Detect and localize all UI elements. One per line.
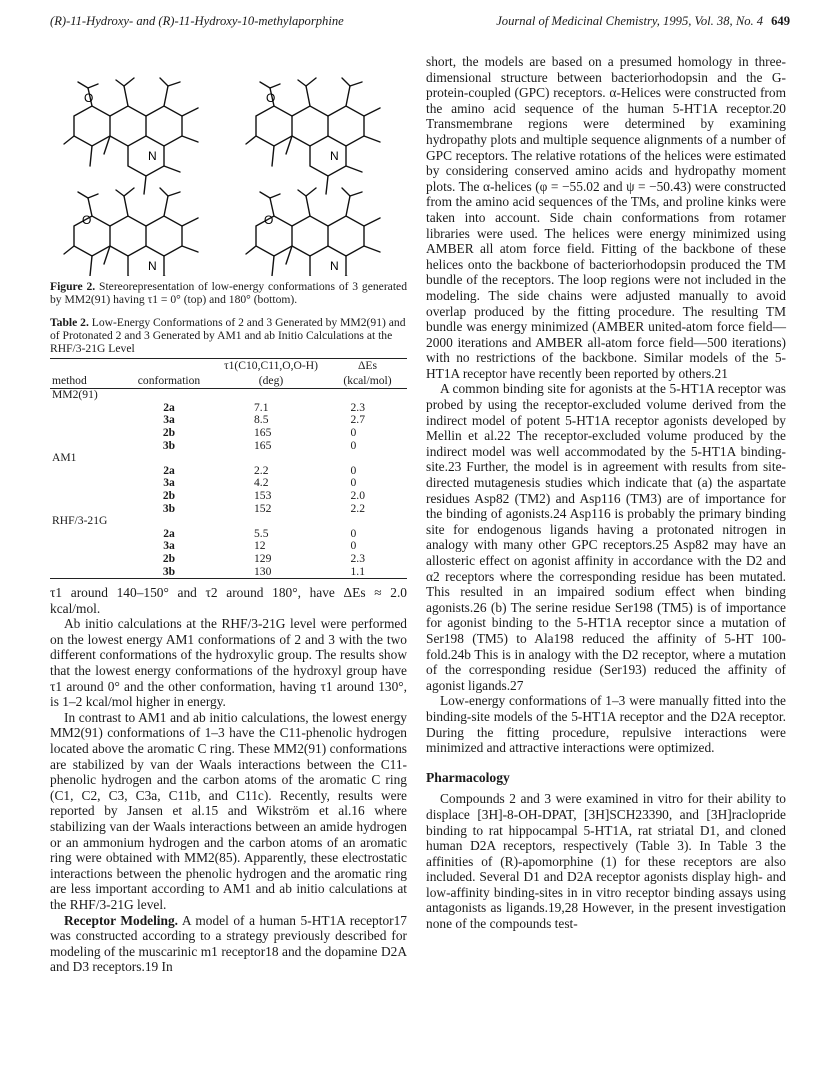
tau-cell-value: 165 [254, 425, 272, 439]
empty-cell [50, 528, 124, 541]
figure-caption-text: Stereorepresentation of low-energy conformations of 3 generated by MM2(91) having τ1 = 0° (top) and 180° (bottom). [50, 280, 407, 306]
tau-cell-value: 7.1 [254, 400, 269, 414]
tau-cell-value: 129 [254, 551, 272, 565]
energy-cell-value: 0 [350, 539, 357, 553]
empty-cell [50, 402, 124, 415]
energy-cell-value: 0 [350, 526, 357, 540]
right-column [426, 54, 786, 932]
energy-cell-value: 2.0 [350, 488, 365, 502]
tau-cell [214, 503, 328, 516]
oxygen-atom-label: O [264, 213, 274, 227]
empty-cell [50, 414, 124, 427]
conformation-cell: 3b [124, 566, 214, 579]
empty-cell [50, 553, 124, 566]
table-body [50, 389, 407, 579]
conformation-cell: 2a [163, 526, 175, 540]
paragraph: τ1 around 140–150° and τ2 around 180°, have ΔEs ≈ 2.0 kcal/mol. [50, 585, 407, 616]
conformation-cell: 2a [163, 463, 175, 477]
tau-cell-value: 12 [254, 539, 266, 553]
empty-cell [50, 477, 124, 490]
method-group-row [50, 515, 407, 528]
energy-cell-value: 0 [350, 463, 357, 477]
empty-cell [50, 540, 124, 553]
nitrogen-atom-label: N [148, 149, 157, 163]
method-cell: AM1 [52, 451, 77, 465]
de-header-line2: (kcal/mol) [328, 374, 407, 389]
figure-caption [50, 280, 407, 306]
tau-cell-value: 5.5 [254, 526, 269, 540]
conformation-cell: 3a [163, 539, 175, 553]
energy-cell-value: 2.7 [350, 413, 365, 427]
oxygen-atom-label: O [84, 91, 94, 105]
tau-cell-value: 153 [254, 488, 272, 502]
table-row [50, 490, 407, 503]
tau-cell [214, 540, 328, 553]
tau-cell [214, 465, 328, 478]
empty-cell [50, 566, 124, 579]
header-journal [496, 14, 790, 29]
conformation-cell: 2b [162, 488, 176, 502]
energy-cell [328, 402, 407, 415]
running-header [50, 14, 790, 32]
energy-cell-value: 1.1 [350, 564, 365, 578]
table-caption-text: Low-Energy Conformations of 2 and 3 Generated by MM2(91) and of Protonated 2 and 3 Generated by AM1 and ab Initio Calculations at the RHF/3-21G Level [50, 316, 406, 355]
left-column [50, 54, 407, 975]
energy-cell [328, 503, 407, 516]
energy-cell [328, 566, 407, 579]
tau-cell [214, 440, 328, 453]
nitrogen-atom-label: N [330, 259, 339, 273]
tau-header-line1: τ1(C10,C11,O,O-H) [214, 359, 328, 374]
header-title: (R)-11-Hydroxy- and (R)-11-Hydroxy-10-methylaporphine [50, 14, 344, 28]
paragraph: Compounds 2 and 3 were examined in vitro for their ability to displace [3H]-8-OH-DPAT, [3H]SCH23390, and [3H]raclopride binding to rat hippocampal 5-HT1A, rat striatal D1, and cloned human D2A receptors, respectively (Table 3). In Table 3 the affinities of (R)-apomorphine (1) for these receptors are also included. Several D1 and D2A receptor agonists display high- and low-affinity binding-sites in in vitro receptor binding assays using antagonists as ligands.19,28 However, in the present investigation none of the compounds test- [426, 791, 786, 932]
empty-cell [50, 465, 124, 478]
method-cell: RHF/3-21G [52, 514, 108, 528]
tau-cell [214, 490, 328, 503]
energy-cell-value: 0 [350, 425, 357, 439]
energy-cell-value: 2.2 [350, 501, 365, 515]
figure-2-stereo-structures [50, 54, 407, 276]
de-header-line1: ΔEs [328, 359, 407, 374]
table-row [50, 440, 407, 453]
conformation-cell: 2b [162, 425, 176, 439]
energy-cell [328, 490, 407, 503]
conformation-header: conformation [124, 374, 214, 389]
energy-cell [328, 465, 407, 478]
page-number: 649 [771, 14, 790, 28]
section-heading: Pharmacology [426, 769, 510, 785]
method-group-row [50, 452, 407, 465]
tau-cell [214, 414, 328, 427]
tau-cell-value: 2.2 [254, 463, 269, 477]
paragraph [50, 913, 407, 975]
table-row [50, 427, 407, 440]
tau-cell-value: 4.2 [254, 476, 269, 490]
conformation-cell: 3b [162, 501, 176, 515]
energy-cell-value: 0 [350, 438, 357, 452]
nitrogen-atom-label: N [330, 149, 339, 163]
energy-cell-value: 0 [350, 476, 357, 490]
method-header: method [50, 374, 124, 389]
conformation-cell: 2b [162, 551, 176, 565]
energy-cell [328, 427, 407, 440]
conformation-cell: 3a [163, 476, 175, 490]
energy-cell [328, 477, 407, 490]
paragraph: In contrast to AM1 and ab initio calculations, the lowest energy MM2(91) conformations of 1–3 have the C11-phenolic hydrogen located above the aromatic C ring. These MM2(91) conformations are stabilized by van der Waals interactions between the C11-phenolic hydrogen and the carbon atoms of the aromatic C ring (C1, C2, C3, C3a, C11b, and C11c). Recently, results were reported by Jansen et al.15 and Wikström et al.16 where stabilizing van der Waals interactions between an amide hydrogen or an ammonium hydrogen and the carbon atoms of an aromatic ring were obtained with MM2(85). Apparently, these electrostatic interactions between the phenolic hydrogen and the aromatic ring are less important according to AM1 and ab initio calculations at the RHF/3-21G level. [50, 709, 407, 912]
table-row [50, 566, 407, 579]
conformation-energy-table [50, 358, 407, 579]
table-caption-label: Table 2. [50, 316, 89, 329]
oxygen-atom-label: O [82, 213, 92, 227]
tau-cell [214, 427, 328, 440]
energy-cell-value: 2.3 [350, 400, 365, 414]
table-row [50, 553, 407, 566]
run-in-heading: Receptor Modeling. [64, 912, 179, 928]
figure-caption-label: Figure 2. [50, 280, 96, 293]
energy-cell [328, 553, 407, 566]
tau-cell-value: 130 [254, 564, 272, 578]
energy-cell-value: 2.3 [350, 551, 365, 565]
table-caption [50, 316, 407, 355]
journal-citation: Journal of Medicinal Chemistry, 1995, Vol. 38, No. 4 [496, 14, 764, 28]
tau-header-line2: (deg) [214, 374, 328, 389]
paragraph: A common binding site for agonists at the 5-HT1A receptor was probed by using the receptor-excluded volume derived from the indirect model of potent 5-HT1A receptor agonists developed by Mellin et al.22 The receptor-excluded volume produced by the indirect model was well accommodated by the 5-HT1A binding-site.23 Further, the model is in agreement with results from site-directed mutagenesis studies which indicate that (a) the aspartate residues Asp82 (TM2) and Asp116 (TM3) are of importance for the binding of agonists.24 Asp116 is probably the primary binding site for endogenous ligands having a protonated nitrogen in analogy with many other GPC receptors.25 Asp82 may have an allosteric effect on agonist affinity in accordance with the D2 and α2 receptors where the corresponding residue has been mutated. This resulted in an impaired sodium effect when binding agonists.26 (b) The serine residue Ser198 (TM5) is of importance for agonist binding to the 5-HT1A receptor since a mutation of Ser198 (TM5) to Ala198 reduced the affinity of 5-HT 100-fold.24b This is in analogy with the D2 receptor, where a mutation of the corresponding residue (Ser193) reduced the affinity of agonist ligands.27 [426, 381, 786, 693]
energy-cell [328, 528, 407, 541]
method-cell: MM2(91) [52, 388, 98, 402]
conformation-cell: 3a [163, 413, 175, 427]
tau-cell [214, 566, 328, 579]
tau-cell [214, 477, 328, 490]
method-group-row [50, 389, 407, 402]
tau-cell [214, 528, 328, 541]
paragraph: Low-energy conformations of 1–3 were manually fitted into the binding-site models of the 5-HT1A receptor and the D2A receptor. During the fitting procedure, repulsive interactions were minimized and attractive interactions were optimized. [426, 693, 786, 756]
empty-cell [50, 490, 124, 503]
tau-cell-value: 165 [254, 438, 272, 452]
paragraph: short, the models are based on a presumed homology in three-dimensional structure between bacteriorhodopsin and the G-protein-coupled (GPC) receptors. α-Helices were constructed from the amino acid sequence of the human 5-HT1A receptor.20 Transmembrane regions were determined by examining hydropathy plots and multiple sequence alignments of a number of GPC receptors. The relative rotations of the helices were estimated by considering conserved amino acids and hydropathy moment plots. The α-helices (φ = −55.02 and ψ = −50.43) were constructed from the amino acid sequences of the TMs, and proline kinks were taken into account. Side chain conformations from rotamer libraries were used. The helices were energy minimized using AMBER all atom force field. Fitting of the backbone of these helices onto the backbone of bacteriorhodopsin produced the TM bundle of the receptors. The loop regions were not included in the modeling. The side chains were adjusted manually to avoid overlap produced by the fitting procedure. The resulting TM bundle was energy minimized (AMBER united-atom force field—2000 iterations and AMBER all-atom force field—500 iterations) with no restrictions of the backbone. Similar models of the 5-HT1A receptor have recently been reported by others.21 [426, 54, 786, 381]
paragraph: Ab initio calculations at the RHF/3-21G level were performed on the lowest energy AM1 conformations of 2 and 3 with the two different conformations of the hydroxylic group. The results show that the lowest energy conformations of the hydroxyl group have τ1 around 0° and the other conformation, having τ1 around 130°, is 1–2 kcal/mol higher in energy. [50, 616, 407, 710]
oxygen-atom-label: O [266, 91, 276, 105]
tau-cell-value: 8.5 [254, 413, 269, 427]
energy-cell [328, 440, 407, 453]
tau-cell [214, 402, 328, 415]
nitrogen-atom-label: N [148, 259, 157, 273]
conformation-cell: 3b [162, 438, 176, 452]
tau-cell [214, 553, 328, 566]
tau-cell-value: 152 [254, 501, 272, 515]
conformation-cell: 2a [163, 400, 175, 414]
paragraph-text: A model of a human 5-HT1A receptor17 was constructed according to a strategy previously described for modeling of the muscarinic m1 receptor18 and the dopamine D2A and D3 receptors.19 In [50, 912, 407, 975]
stereo-molecule-drawing [50, 54, 407, 276]
energy-cell [328, 414, 407, 427]
empty-cell [50, 427, 124, 440]
energy-cell [328, 540, 407, 553]
